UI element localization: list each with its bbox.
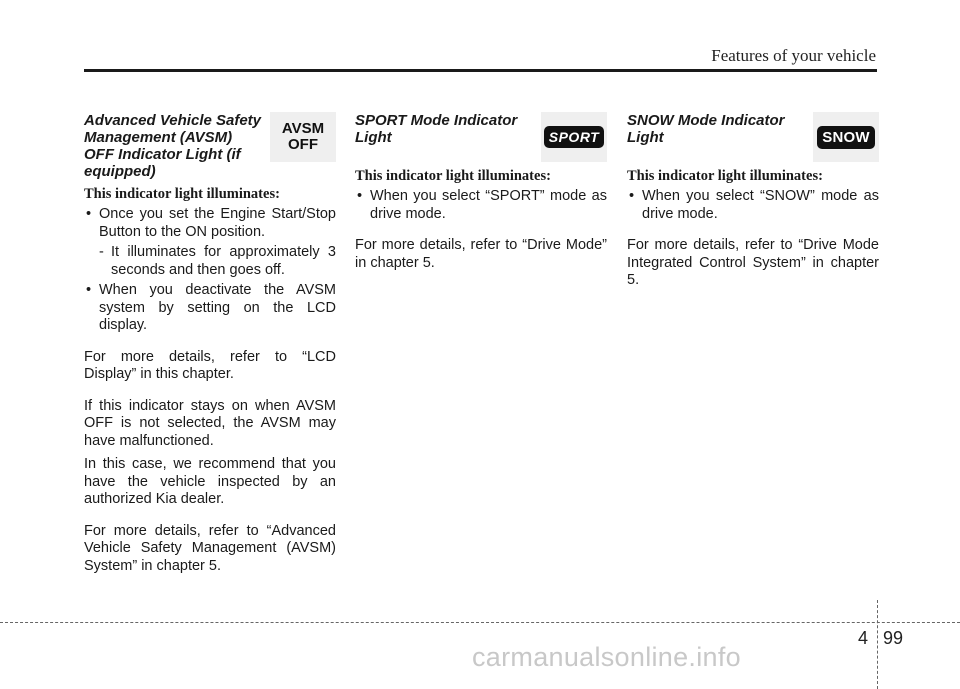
watermark: carmanualsonline.info xyxy=(472,642,741,672)
avsm-bullet-deactivate: • When you deactivate the AVSM system by setting on the LCD display. xyxy=(84,282,336,335)
avsm-para-dealer: In this case, we recommend that you have the vehicle inspected by an authorized Kia dealer. xyxy=(84,456,336,507)
avsm-off-indicator-label: AVSM OFF xyxy=(281,120,325,153)
avsm-subitem-text: It illuminates for approximately 3 seconds and then goes off. xyxy=(111,244,336,278)
sport-para: For more details, refer to “Drive Mode” in chapter 5. xyxy=(355,237,607,271)
sport-subhead: This indicator light illuminates: xyxy=(355,168,551,184)
snow-heading: SNOW Mode Indicator Light xyxy=(627,112,785,146)
sport-heading: SPORT Mode Indicator Light xyxy=(355,112,518,146)
avsm-para-chapter5: For more details, refer to “Advanced Vehicle Safety Management (AVSM) System” in chapter 5. xyxy=(84,522,336,574)
snow-indicator-label: SNOW xyxy=(817,126,874,149)
snow-para: For more details, refer to “Drive Mode Integrated Control System” in chapter 5. xyxy=(627,237,879,288)
header-rule xyxy=(84,69,877,72)
avsm-subhead: This indicator light illuminates: xyxy=(84,186,280,202)
page-number: 99 xyxy=(883,628,904,648)
footer-rule xyxy=(0,622,960,623)
avsm-section xyxy=(84,112,336,575)
sport-indicator-icon xyxy=(541,112,607,162)
avsm-off-indicator-icon xyxy=(270,112,336,162)
sport-indicator-label: SPORT xyxy=(544,126,604,148)
avsm-para-malfunction: If this indicator stays on when AVSM OFF is not selected, the AVSM may have malfunctioned. xyxy=(84,397,336,449)
sport-section xyxy=(355,112,607,272)
avsm-para-lcd: For more details, refer to “LCD Display” in this chapter. xyxy=(84,348,336,382)
sport-bullet: • When you select “SPORT” mode as drive mode. xyxy=(355,188,607,223)
page-header-title: Features of your vehicle xyxy=(711,46,876,65)
snow-section xyxy=(627,112,879,290)
avsm-subitem: - It illuminates for approximately 3 seconds and then goes off. xyxy=(99,244,336,278)
snow-bullet: • When you select “SNOW” mode as drive mode. xyxy=(627,188,879,223)
avsm-heading: Advanced Vehicle Safety Management (AVSM) OFF Indicator Light (if equipped) xyxy=(84,112,262,180)
footer-divider xyxy=(877,600,878,689)
snow-subhead: This indicator light illuminates: xyxy=(627,168,823,184)
snow-indicator-icon xyxy=(813,112,879,162)
avsm-bullet-engine-start: • Once you set the Engine Start/Stop Button to the ON position. xyxy=(84,206,336,241)
chapter-number: 4 xyxy=(858,628,869,648)
